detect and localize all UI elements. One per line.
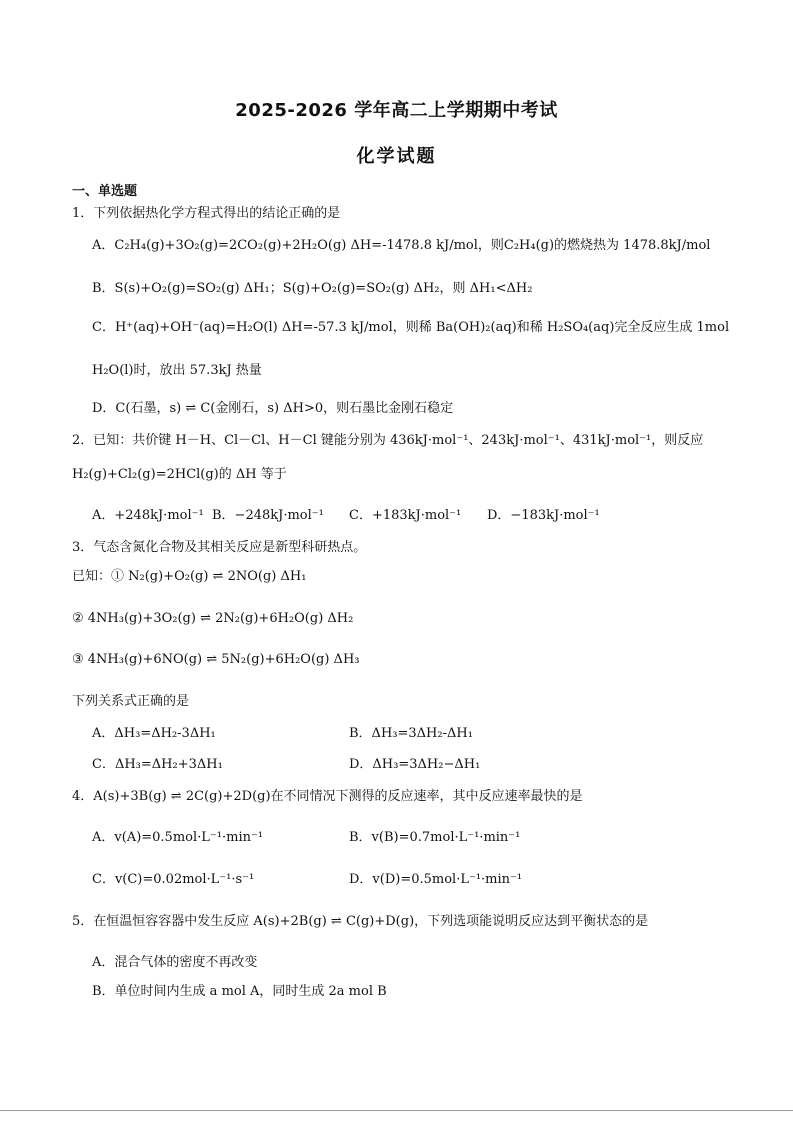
question-5-option-b: B．单位时间内生成 a mol A，同时生成 2a mol B [92,984,387,999]
exam-title: 2025-2026 学年高二上学期期中考试 [235,100,558,121]
question-3-option-d: D．ΔH₃=3ΔH₂−ΔH₁ [349,757,481,772]
question-5-option-a: A．混合气体的密度不再改变 [92,955,258,970]
question-3-option-a: A．ΔH₃=ΔH₂-3ΔH₁ [92,726,216,741]
question-1-option-c: C．H⁺(aq)+OH⁻(aq)=H₂O(l) ΔH=-57.3 kJ/mol，则稀 Ba(OH)₂(aq)和稀 H₂SO₄(aq)完全反应生成 1mol [92,320,730,335]
question-3-ask: 下列关系式正确的是 [72,694,190,709]
question-2-option-b: B．−248kJ·mol⁻¹ [212,508,324,523]
question-4-stem: 4．A(s)+3B(g) ⇌ 2C(g)+2D(g)在不同情况下测得的反应速率，其中反应速率最快的是 [72,789,583,804]
section-heading: 一、单选题 [72,184,138,199]
question-4-option-a: A．v(A)=0.5mol·L⁻¹·min⁻¹ [92,830,264,845]
question-4-option-b: B．v(B)=0.7mol·L⁻¹·min⁻¹ [349,830,521,845]
question-4-option-c: C．v(C)=0.02mol·L⁻¹·s⁻¹ [92,872,255,887]
question-3-option-b: B．ΔH₃=3ΔH₂-ΔH₁ [349,726,473,741]
question-3-given-2: ② 4NH₃(g)+3O₂(g) ⇌ 2N₂(g)+6H₂O(g) ΔH₂ [72,611,354,626]
question-2-option-a: A．+248kJ·mol⁻¹ [92,508,204,523]
question-1-option-d: D．C(石墨，s) ⇌ C(金刚石，s) ΔH>0，则石墨比金刚石稳定 [92,401,454,416]
question-1-option-c-cont: H₂O(l)时，放出 57.3kJ 热量 [92,363,262,378]
question-1-stem: 1．下列依据热化学方程式得出的结论正确的是 [72,206,341,221]
question-5-stem: 5．在恒温恒容容器中发生反应 A(s)+2B(g) ⇌ C(g)+D(g)，下列选项能说明反应达到平衡状态的是 [72,914,649,929]
question-4-option-d: D．v(D)=0.5mol·L⁻¹·min⁻¹ [349,872,523,887]
question-1-option-b: B．S(s)+O₂(g)=SO₂(g) ΔH₁；S(g)+O₂(g)=SO₂(g) ΔH₂，则 ΔH₁<ΔH₂ [92,281,533,296]
question-2-option-c: C．+183kJ·mol⁻¹ [349,508,462,523]
question-1-option-a: A．C₂H₄(g)+3O₂(g)=2CO₂(g)+2H₂O(g) ΔH=-1478.8 kJ/mol，则C₂H₄(g)的燃烧热为 1478.8kJ/mol [92,238,711,253]
question-3-option-c: C．ΔH₃=ΔH₂+3ΔH₁ [92,757,223,772]
page-bottom-rule [0,1110,793,1111]
question-3-given-1: 已知：① N₂(g)+O₂(g) ⇌ 2NO(g) ΔH₁ [72,569,307,584]
question-2-stem-cont: H₂(g)+Cl₂(g)=2HCl(g)的 ΔH 等于 [72,467,287,482]
question-2-stem: 2．已知：共价键 H－H、Cl－Cl、H－Cl 键能分别为 436kJ·mol⁻¹、243kJ·mol⁻¹、431kJ·mol⁻¹，则反应 [72,433,704,448]
question-3-stem: 3．气态含氮化合物及其相关反应是新型科研热点。 [72,540,367,555]
question-2-option-d: D．−183kJ·mol⁻¹ [487,508,600,523]
question-3-given-3: ③ 4NH₃(g)+6NO(g) ⇌ 5N₂(g)+6H₂O(g) ΔH₃ [72,652,360,667]
exam-subject: 化学试题 [356,146,437,167]
